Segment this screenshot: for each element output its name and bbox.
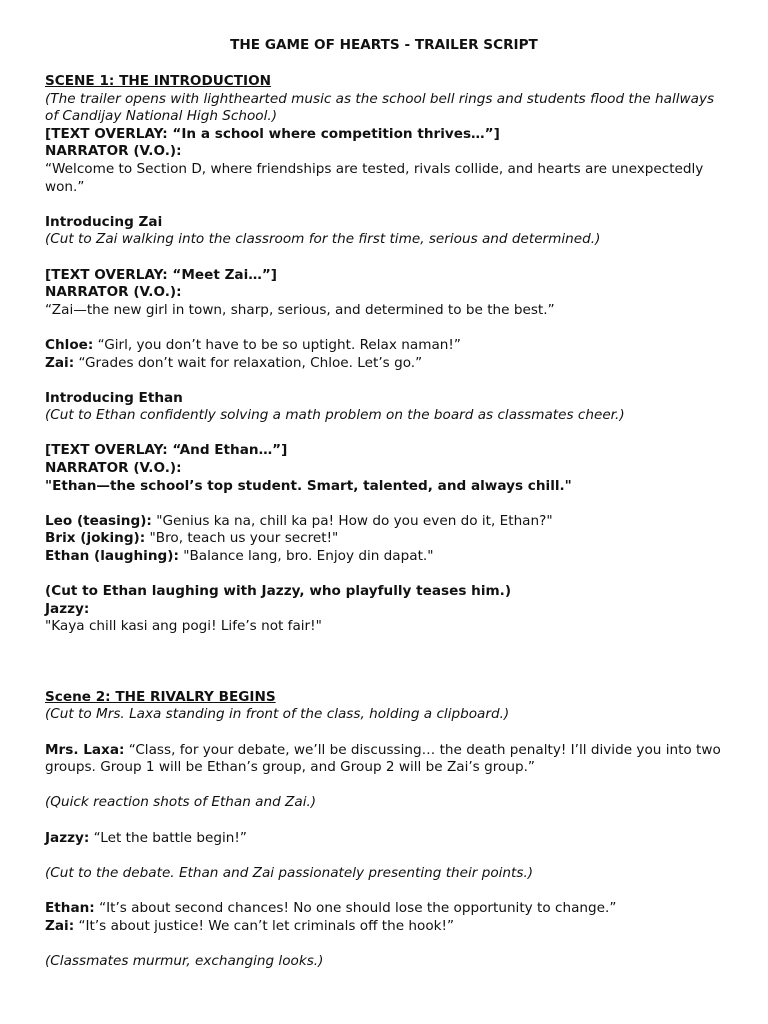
leo-line: "Genius ka na, chill ka pa! How do you even do it, Ethan?" <box>151 512 553 529</box>
speaker-jazzy-label: Jazzy: <box>45 600 90 617</box>
chloe-line: “Girl, you don’t have to be so uptight. Relax naman!” <box>93 336 461 353</box>
dialogue-ethan-scene2 <box>45 900 725 918</box>
speaker-ethan-scene2: Ethan: <box>45 899 95 916</box>
speaker-mrs-laxa: Mrs. Laxa: <box>45 741 125 758</box>
speaker-leo: Leo (teasing): <box>45 512 152 529</box>
speaker-zai-scene2: Zai: <box>45 917 75 934</box>
speaker-ethan: Ethan (laughing): <box>45 548 179 565</box>
speaker-brix: Brix (joking): <box>45 530 146 547</box>
brix-line: "Bro, teach us your secret!" <box>145 530 339 547</box>
document-title: THE GAME OF HEARTS - TRAILER SCRIPT <box>230 37 538 53</box>
dialogue-zai-scene2 <box>45 918 725 936</box>
scene2-heading: Scene 2: THE RIVALRY BEGINS <box>45 688 276 705</box>
scene1-heading: SCENE 1: THE INTRODUCTION <box>45 73 272 89</box>
narrator-label-2: NARRATOR (V.O.): <box>45 284 182 301</box>
text-overlay-2: [TEXT OVERLAY: “Meet Zai…”] <box>45 266 277 283</box>
speaker-jazzy: Jazzy: <box>45 829 90 846</box>
speaker-chloe: Chloe: <box>45 336 94 353</box>
speaker-zai: Zai: <box>45 354 75 371</box>
dialogue-chloe <box>45 337 725 355</box>
dialogue-jazzy-scene2 <box>45 830 725 848</box>
text-overlay-3: [TEXT OVERLAY: “And Ethan…”] <box>45 442 288 459</box>
scene2-direction-4: (Classmates murmur, exchanging looks.) <box>45 952 324 969</box>
scene2-direction-3: (Cut to the debate. Ethan and Zai passionately presenting their points.) <box>45 864 534 881</box>
narrator-line-3: "Ethan—the school’s top student. Smart, talented, and always chill." <box>45 477 572 494</box>
dialogue-zai <box>45 355 725 373</box>
ethan-scene2-line: “It’s about second chances! No one should lose the opportunity to change.” <box>94 899 617 916</box>
text-overlay-1: [TEXT OVERLAY: “In a school where competition thrives…”] <box>45 125 500 142</box>
ethan-intro-direction: (Cut to Ethan confidently solving a math problem on the board as classmates cheer.) <box>45 407 625 424</box>
zai-intro-heading: Introducing Zai <box>45 213 163 230</box>
jazzy-direction: (Cut to Ethan laughing with Jazzy, who playfully teases him.) <box>45 583 512 600</box>
zai-line: “Grades don’t wait for relaxation, Chloe. Let’s go.” <box>74 354 423 371</box>
narrator-line-1: “Welcome to Section D, where friendships are tested, rivals collide, and hearts are unexpectedly won.” <box>45 160 704 195</box>
ethan-line: "Balance lang, bro. Enjoy din dapat." <box>178 548 434 565</box>
scene2-direction-2: (Quick reaction shots of Ethan and Zai.) <box>45 794 317 811</box>
scene2-direction-1: (Cut to Mrs. Laxa standing in front of the class, holding a clipboard.) <box>45 706 510 723</box>
narrator-line-2: “Zai—the new girl in town, sharp, serious, and determined to be the best.” <box>45 301 555 318</box>
zai-scene2-line: “It’s about justice! We can’t let criminals off the hook!” <box>74 917 455 934</box>
opening-direction: (The trailer opens with lighthearted music as the school bell rings and students flood the hallways of Candijay National High School.) <box>45 90 715 125</box>
dialogue-brix <box>45 530 725 548</box>
ethan-intro-heading: Introducing Ethan <box>45 389 183 406</box>
script-body <box>45 73 725 970</box>
dialogue-mrs-laxa <box>45 742 725 777</box>
jazzy-scene2-line: “Let the battle begin!” <box>89 829 247 846</box>
dialogue-ethan <box>45 548 725 566</box>
dialogue-leo <box>45 513 725 531</box>
jazzy-line: "Kaya chill kasi ang pogi! Life’s not fair!" <box>45 618 322 635</box>
zai-intro-direction: (Cut to Zai walking into the classroom for the first time, serious and determined.) <box>45 231 601 248</box>
narrator-label-3: NARRATOR (V.O.): <box>45 460 182 477</box>
narrator-label-1: NARRATOR (V.O.): <box>45 143 182 160</box>
mrs-laxa-line: “Class, for your debate, we’ll be discussing… the death penalty! I’ll divide you into two groups. Group 1 will be Ethan’s group, and Group 2 will be Zai’s group.” <box>45 741 721 776</box>
